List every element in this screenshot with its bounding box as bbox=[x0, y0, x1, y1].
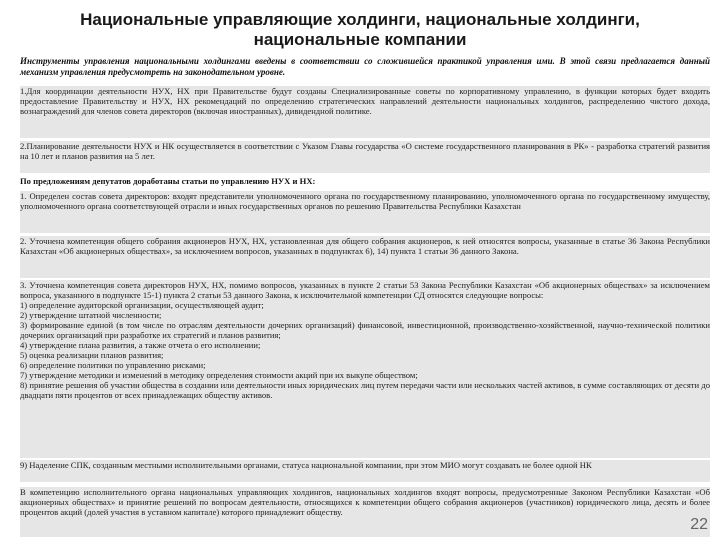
paragraph-text: В компетенцию исполнительного органа национальных управляющих холдингов, национальных холдингов входят вопросы, предусмотренные Законом Республики Казахстан «Об акционерных обществах» и принятие решений по вопросам деятельности, относящихся к компетенции общего собрания акционеров (участников) юридического лица, десять и более процентов акций (долей участия в уставном капитале) которого принадлежит обществу. bbox=[20, 487, 710, 517]
paragraph-text: 1.Для координации деятельности НУХ, НХ при Правительстве будут созданы Специализированные советы по корпоративному управлению, в функции которых будет входить предоставление Правительству и НУХ, НХ рекомендаций по определению стратегических направлений деятельности национальных холдингов, распределению чистого дохода, вознаграждений для членов совета директоров (включая иностранных), дивидендной политике. bbox=[20, 86, 710, 116]
paragraph-spk bbox=[20, 460, 710, 482]
slide-number: 22 bbox=[690, 516, 708, 533]
list-item: 5) оценка реализации планов развития; bbox=[20, 350, 164, 360]
list-item: 2) утверждение штатной численности; bbox=[20, 310, 162, 320]
paragraph-text: 2. Уточнена компетенция общего собрания акционеров НУХ, НХ, установленная для общего собрания акционеров, к ней относятся вопросы, указанные в статье 36 Закона Республики Казахстан «Об акционерных обществах», за исключением вопросов, указанных в подпунктах 6), 14) пункта 1 статьи 36 данного Закона. bbox=[20, 236, 710, 256]
list-item: 4) утверждение плана развития, а также отчета о его исполнении; bbox=[20, 340, 261, 350]
paragraph-executive bbox=[20, 487, 710, 537]
list-item: 1) определение аудиторской организации, осуществляющей аудит; bbox=[20, 300, 264, 310]
list-item: 6) определение политики по управлению рисками; bbox=[20, 360, 206, 370]
list-item: 7) утверждение методики и изменений в методику определения стоимости акций при их выкупе обществом; bbox=[20, 370, 418, 380]
paragraph-text: 9) Наделение СПК, созданным местными исполнительными органами, статуса национальной компании, при этом МИО могут создавать не более одной НК bbox=[20, 460, 592, 470]
paragraph-board-composition bbox=[20, 191, 710, 233]
list-item: 8) принятие решения об участии общества в создании или деятельности иных юридических лиц путем передачи части или нескольких частей активов, в сумме составляющих от десяти до двадцати пяти процентов от всех принадлежащих обществу активов. bbox=[20, 380, 710, 400]
paragraph-text: 1. Определен состав совета директоров: входят представители уполномоченного органа по государственному планированию, уполномоченного органа по государственному имуществу, уполномоченного органа соответствующей отрасли и иных государственных органов по решению Правительства Республики Казахстан bbox=[20, 191, 710, 211]
paragraph-board-competence bbox=[20, 280, 710, 458]
paragraph-shareholders bbox=[20, 236, 710, 278]
paragraph-planning bbox=[20, 141, 710, 173]
paragraph-text: 3. Уточнена компетенция совета директоров НУХ, НХ, помимо вопросов, указанных в пункте 2 статьи 53 Закона Республики Казахстан «Об акционерных обществах» за исключением вопроса, указанного в подпункте 15-1) пункта 2 статьи 53 данного Закона, к исключительной компетенции СД относятся следующие вопросы: bbox=[20, 280, 710, 300]
list-item: 3) формирование единой (в том числе по отраслям деятельности дочерних организаций) финансовой, инвестиционной, производственно-хозяйственной, научно-технической политики дочерних организаций при разработке их стратегий и планов развития; bbox=[20, 320, 710, 340]
slide-title: Национальные управляющие холдинги, национальные холдинги, национальные компании bbox=[80, 10, 640, 49]
intro-text: Инструменты управления национальными холдингами введены в соответствии со сложившейся практикой управления ими. В этой связи предлагается данный механизм управления предусмотреть на законодательном уровне. bbox=[20, 56, 710, 77]
section-heading bbox=[20, 176, 710, 188]
section-heading-text: По предложениям депутатов доработаны статьи по управлению НУХ и НХ: bbox=[20, 176, 316, 186]
paragraph-coordination bbox=[20, 86, 710, 138]
paragraph-text: 2.Планирование деятельности НУХ и НК осуществляется в соответствии с Указом Главы государства «О системе государственного планирования в РК» - разработка стратегий развития на 10 лет и планов развития на 5 лет. bbox=[20, 141, 710, 161]
